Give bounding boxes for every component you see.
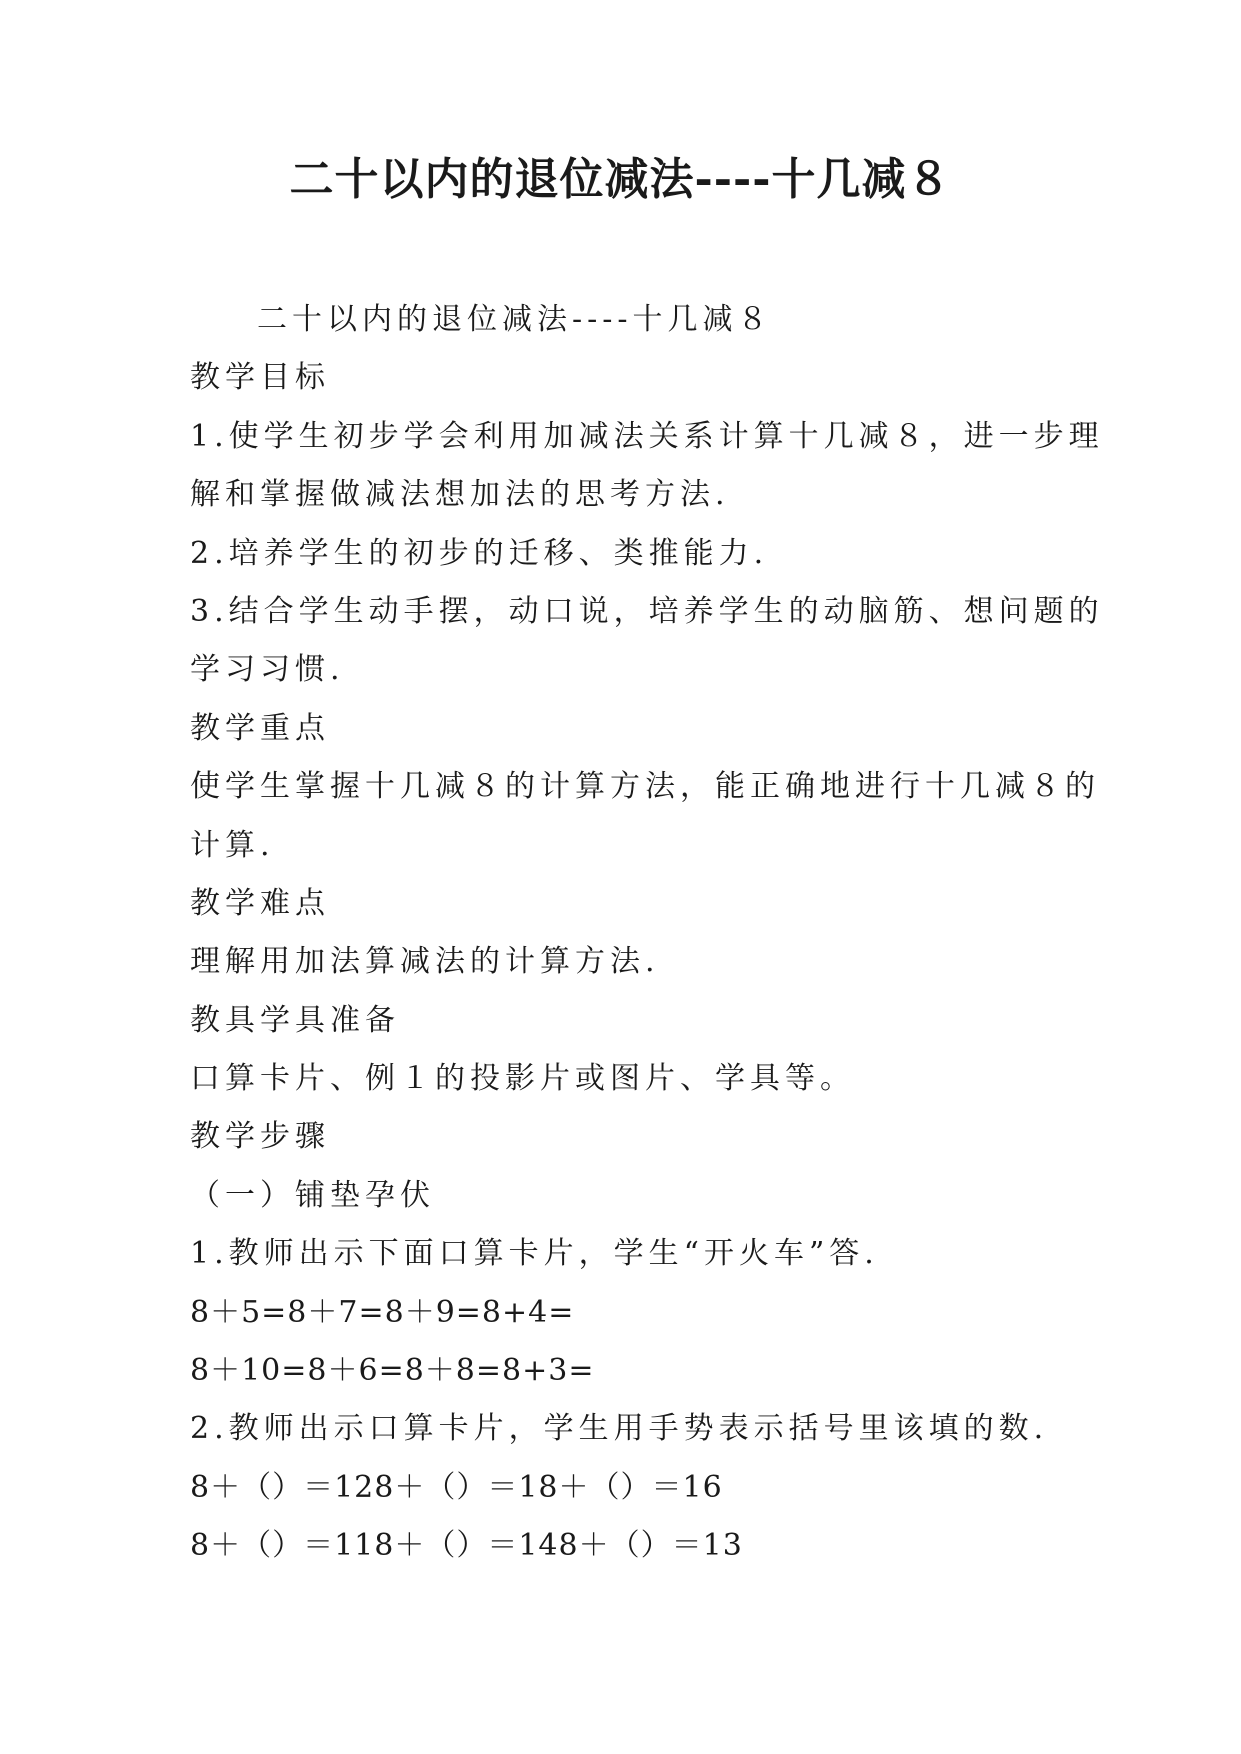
section-heading-steps: 教学步骤 <box>190 1119 330 1155</box>
document-body <box>190 291 1104 1576</box>
math-exercise-line: 8＋5=8＋7=8＋9=8+4= <box>190 1294 575 1330</box>
body-heading: 二十以内的退位减法----十几减８ <box>257 302 773 337</box>
section-heading-difficulties: 教学难点 <box>190 885 330 921</box>
math-exercise-line: 8＋（）＝128＋（）＝18＋（）＝16 <box>190 1469 723 1505</box>
math-exercise-line: 8＋（）＝118＋（）＝148＋（）＝13 <box>190 1528 743 1564</box>
math-exercise-line: 8＋10=8＋6=8＋8=8+3= <box>190 1353 595 1389</box>
paragraph-line: 计算. <box>190 827 275 863</box>
paragraph-line: 3.结合学生动手摆，动口说，培养学生的动脑筋、想问题的 <box>190 593 1104 629</box>
section-heading-key-points: 教学重点 <box>190 710 330 746</box>
section-heading-materials: 教具学具准备 <box>190 1002 400 1038</box>
paragraph-line: 2.教师出示口算卡片，学生用手势表示括号里该填的数. <box>190 1411 1049 1447</box>
paragraph-line: 学习习惯. <box>190 652 345 688</box>
paragraph-line: 1.使学生初步学会利用加减法关系计算十几减８，进一步理 <box>190 418 1104 454</box>
paragraph-line: 解和掌握做减法想加法的思考方法. <box>190 477 730 513</box>
document-title: 二十以内的退位减法----十几减８ <box>289 154 952 205</box>
paragraph-line: 1.教师出示下面口算卡片，学生“开火车”答. <box>190 1236 879 1272</box>
section-heading-objectives: 教学目标 <box>190 360 330 396</box>
paragraph-line: 使学生掌握十几减８的计算方法，能正确地进行十几减８的 <box>190 769 1100 805</box>
paragraph-line: 2.培养学生的初步的迁移、类推能力. <box>190 535 769 571</box>
paragraph-line: 理解用加法算减法的计算方法. <box>190 944 660 980</box>
paragraph-line: 口算卡片、例１的投影片或图片、学具等。 <box>190 1061 855 1097</box>
subsection-heading: （一）铺垫孕伏 <box>190 1177 435 1213</box>
